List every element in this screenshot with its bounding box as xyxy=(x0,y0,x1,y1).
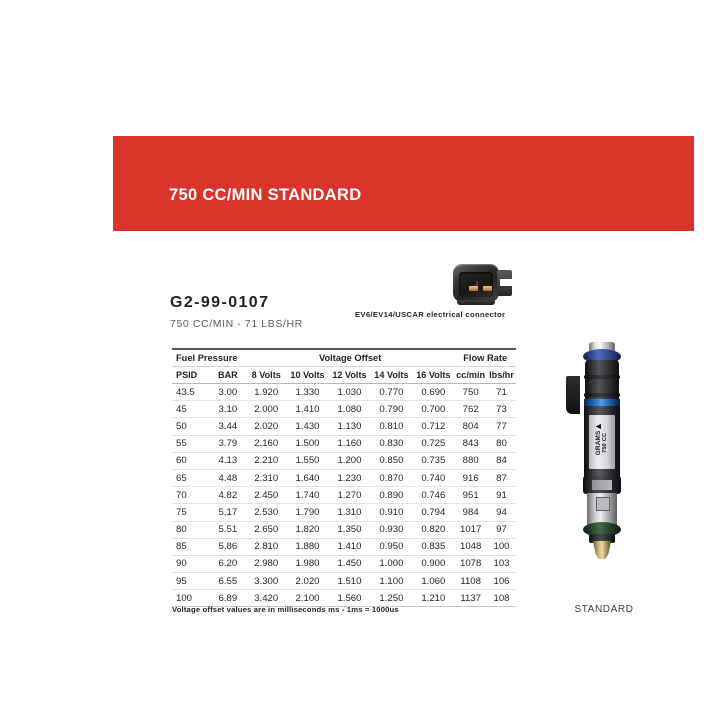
cell-bar: 3.79 xyxy=(210,435,246,452)
product-info xyxy=(170,294,303,330)
table-group-header-row xyxy=(172,349,516,367)
table-row xyxy=(172,504,516,521)
cell-10-volts: 1.740 xyxy=(287,487,329,504)
injector-collar-marking xyxy=(592,480,612,490)
cell-cc-min: 762 xyxy=(454,401,487,418)
injector-steel-marking xyxy=(596,497,610,511)
cell-lbs-hr: 73 xyxy=(487,401,516,418)
electrical-connector-icon xyxy=(453,262,515,304)
cell-16-volts: 0.712 xyxy=(412,418,454,435)
cell-8-volts: 2.650 xyxy=(246,521,287,538)
cell-12-volts: 1.160 xyxy=(328,435,370,452)
cell-psid: 65 xyxy=(172,469,210,486)
table-row xyxy=(172,538,516,555)
cell-14-volts: 0.790 xyxy=(370,401,412,418)
cell-bar: 6.20 xyxy=(210,555,246,572)
injector-collar xyxy=(583,476,621,494)
cell-10-volts: 1.640 xyxy=(287,469,329,486)
cell-14-volts: 0.830 xyxy=(370,435,412,452)
cell-lbs-hr: 71 xyxy=(487,384,516,401)
cell-8-volts: 2.160 xyxy=(246,435,287,452)
cell-16-volts: 0.746 xyxy=(412,487,454,504)
cell-cc-min: 750 xyxy=(454,384,487,401)
cell-10-volts: 1.330 xyxy=(287,384,329,401)
cell-bar: 3.44 xyxy=(210,418,246,435)
cell-10-volts: 1.550 xyxy=(287,452,329,469)
header-banner xyxy=(113,136,694,231)
column-header-14-volts: 14 Volts xyxy=(370,367,412,384)
fuel-injector-image xyxy=(578,342,626,597)
injector-figure xyxy=(556,342,652,622)
cell-8-volts: 2.310 xyxy=(246,469,287,486)
cell-bar: 3.00 xyxy=(210,384,246,401)
injector-label-brand-text: GRAMS xyxy=(595,430,603,456)
group-header-fuel-pressure: Fuel Pressure xyxy=(172,349,246,367)
injector-label-size-text: 750 CC xyxy=(602,432,609,453)
cell-10-volts: 1.410 xyxy=(287,401,329,418)
cell-lbs-hr: 94 xyxy=(487,504,516,521)
cell-lbs-hr: 103 xyxy=(487,555,516,572)
table-row xyxy=(172,555,516,572)
cell-bar: 4.48 xyxy=(210,469,246,486)
cell-8-volts: 3.420 xyxy=(246,590,287,607)
cell-10-volts: 2.020 xyxy=(287,573,329,590)
cell-14-volts: 0.910 xyxy=(370,504,412,521)
cell-8-volts: 2.210 xyxy=(246,452,287,469)
cell-cc-min: 1137 xyxy=(454,590,487,607)
cell-cc-min: 880 xyxy=(454,452,487,469)
cell-8-volts: 2.450 xyxy=(246,487,287,504)
cell-cc-min: 1017 xyxy=(454,521,487,538)
cell-8-volts: 2.980 xyxy=(246,555,287,572)
cell-8-volts: 2.810 xyxy=(246,538,287,555)
cell-16-volts: 0.794 xyxy=(412,504,454,521)
cell-14-volts: 1.000 xyxy=(370,555,412,572)
column-header-bar: BAR xyxy=(210,367,246,384)
table-row xyxy=(172,418,516,435)
cell-14-volts: 0.950 xyxy=(370,538,412,555)
cell-psid: 60 xyxy=(172,452,210,469)
cell-bar: 3.10 xyxy=(210,401,246,418)
cell-10-volts: 1.430 xyxy=(287,418,329,435)
cell-12-volts: 1.080 xyxy=(328,401,370,418)
cell-lbs-hr: 77 xyxy=(487,418,516,435)
cell-psid: 85 xyxy=(172,538,210,555)
column-header-16-volts: 16 Volts xyxy=(412,367,454,384)
cell-14-volts: 1.100 xyxy=(370,573,412,590)
cell-8-volts: 3.300 xyxy=(246,573,287,590)
column-header-ccmin: cc/min xyxy=(454,367,487,384)
cell-cc-min: 916 xyxy=(454,469,487,486)
cell-lbs-hr: 108 xyxy=(487,590,516,607)
connector-latch-tab xyxy=(497,270,512,296)
cell-lbs-hr: 97 xyxy=(487,521,516,538)
cell-8-volts: 1.920 xyxy=(246,384,287,401)
cell-10-volts: 1.820 xyxy=(287,521,329,538)
cell-psid: 55 xyxy=(172,435,210,452)
injector-brand-label xyxy=(589,415,615,469)
injector-ridge-upper xyxy=(584,375,620,379)
cell-psid: 100 xyxy=(172,590,210,607)
cell-12-volts: 1.560 xyxy=(328,590,370,607)
cell-bar: 6.55 xyxy=(210,573,246,590)
table-body xyxy=(172,384,516,607)
connector-housing xyxy=(453,264,499,302)
cell-cc-min: 951 xyxy=(454,487,487,504)
cell-bar: 5.51 xyxy=(210,521,246,538)
column-header-8-volts: 8 Volts xyxy=(246,367,287,384)
injector-barrel xyxy=(584,406,620,478)
cell-14-volts: 1.250 xyxy=(370,590,412,607)
cell-10-volts: 1.500 xyxy=(287,435,329,452)
cell-12-volts: 1.270 xyxy=(328,487,370,504)
flow-rate-table xyxy=(172,348,516,607)
cell-12-volts: 1.510 xyxy=(328,573,370,590)
cell-psid: 75 xyxy=(172,504,210,521)
cell-16-volts: 0.820 xyxy=(412,521,454,538)
column-header-psid: PSID xyxy=(172,367,210,384)
cell-16-volts: 0.725 xyxy=(412,435,454,452)
table-row xyxy=(172,452,516,469)
cell-psid: 80 xyxy=(172,521,210,538)
cell-bar: 5.17 xyxy=(210,504,246,521)
cell-10-volts: 1.880 xyxy=(287,538,329,555)
grams-logo-icon: ▲ xyxy=(593,422,603,431)
cell-8-volts: 2.020 xyxy=(246,418,287,435)
cell-16-volts: 1.210 xyxy=(412,590,454,607)
cell-psid: 45 xyxy=(172,401,210,418)
cell-cc-min: 1048 xyxy=(454,538,487,555)
cell-lbs-hr: 91 xyxy=(487,487,516,504)
cell-lbs-hr: 84 xyxy=(487,452,516,469)
cell-12-volts: 1.030 xyxy=(328,384,370,401)
cell-psid: 95 xyxy=(172,573,210,590)
part-spec: 750 CC/MIN - 71 LBS/HR xyxy=(170,317,303,330)
page-title: 750 CC/MIN STANDARD xyxy=(169,186,362,204)
column-header-12-volts: 12 Volts xyxy=(328,367,370,384)
cell-psid: 43.5 xyxy=(172,384,210,401)
cell-14-volts: 0.850 xyxy=(370,452,412,469)
table-row xyxy=(172,521,516,538)
cell-cc-min: 1108 xyxy=(454,573,487,590)
cell-16-volts: 0.835 xyxy=(412,538,454,555)
cell-cc-min: 984 xyxy=(454,504,487,521)
cell-14-volts: 0.930 xyxy=(370,521,412,538)
table-row xyxy=(172,573,516,590)
cell-14-volts: 0.870 xyxy=(370,469,412,486)
cell-psid: 70 xyxy=(172,487,210,504)
table-row xyxy=(172,487,516,504)
cell-12-volts: 1.310 xyxy=(328,504,370,521)
cell-bar: 4.13 xyxy=(210,452,246,469)
connector-pin-1 xyxy=(469,286,478,291)
table-row xyxy=(172,469,516,486)
connector-base xyxy=(457,300,495,305)
table-row xyxy=(172,384,516,401)
cell-14-volts: 0.810 xyxy=(370,418,412,435)
cell-12-volts: 1.230 xyxy=(328,469,370,486)
cell-12-volts: 1.130 xyxy=(328,418,370,435)
cell-lbs-hr: 87 xyxy=(487,469,516,486)
table-row xyxy=(172,401,516,418)
cell-14-volts: 0.770 xyxy=(370,384,412,401)
cell-bar: 6.89 xyxy=(210,590,246,607)
cell-bar: 4.82 xyxy=(210,487,246,504)
cell-12-volts: 1.350 xyxy=(328,521,370,538)
cell-lbs-hr: 100 xyxy=(487,538,516,555)
column-header-lbshr: lbs/hr xyxy=(487,367,516,384)
cell-12-volts: 1.410 xyxy=(328,538,370,555)
cell-16-volts: 0.735 xyxy=(412,452,454,469)
injector-nozzle-tip xyxy=(593,541,611,559)
cell-cc-min: 843 xyxy=(454,435,487,452)
cell-8-volts: 2.000 xyxy=(246,401,287,418)
injector-ridge-lower xyxy=(584,393,620,397)
group-header-flow-rate: Flow Rate xyxy=(454,349,516,367)
cell-16-volts: 0.740 xyxy=(412,469,454,486)
connector-caption: EV6/EV14/USCAR electrical connector xyxy=(355,310,506,319)
cell-12-volts: 1.450 xyxy=(328,555,370,572)
cell-14-volts: 0.890 xyxy=(370,487,412,504)
cell-10-volts: 1.790 xyxy=(287,504,329,521)
cell-lbs-hr: 106 xyxy=(487,573,516,590)
table-row xyxy=(172,435,516,452)
part-number: G2-99-0107 xyxy=(170,294,270,311)
cell-16-volts: 1.060 xyxy=(412,573,454,590)
cell-cc-min: 1078 xyxy=(454,555,487,572)
injector-label-brand xyxy=(595,416,609,469)
cell-lbs-hr: 80 xyxy=(487,435,516,452)
injector-connector-boss xyxy=(566,376,580,414)
connector-cavity xyxy=(459,272,493,297)
cell-8-volts: 2.530 xyxy=(246,504,287,521)
cell-bar: 5.86 xyxy=(210,538,246,555)
injector-caption: STANDARD xyxy=(574,604,634,615)
cell-16-volts: 0.900 xyxy=(412,555,454,572)
connector-pin-2 xyxy=(483,286,492,291)
cell-psid: 90 xyxy=(172,555,210,572)
cell-16-volts: 0.700 xyxy=(412,401,454,418)
cell-16-volts: 0.690 xyxy=(412,384,454,401)
cell-10-volts: 1.980 xyxy=(287,555,329,572)
cell-psid: 50 xyxy=(172,418,210,435)
column-header-10-volts: 10 Volts xyxy=(287,367,329,384)
cell-cc-min: 804 xyxy=(454,418,487,435)
table-footnote: Voltage offset values are in milliseconds ms - 1ms = 1000us xyxy=(172,605,399,614)
cell-12-volts: 1.200 xyxy=(328,452,370,469)
cell-10-volts: 2.100 xyxy=(287,590,329,607)
connector-figure xyxy=(355,262,520,319)
table-column-header-row xyxy=(172,367,516,384)
group-header-voltage-offset: Voltage Offset xyxy=(246,349,454,367)
